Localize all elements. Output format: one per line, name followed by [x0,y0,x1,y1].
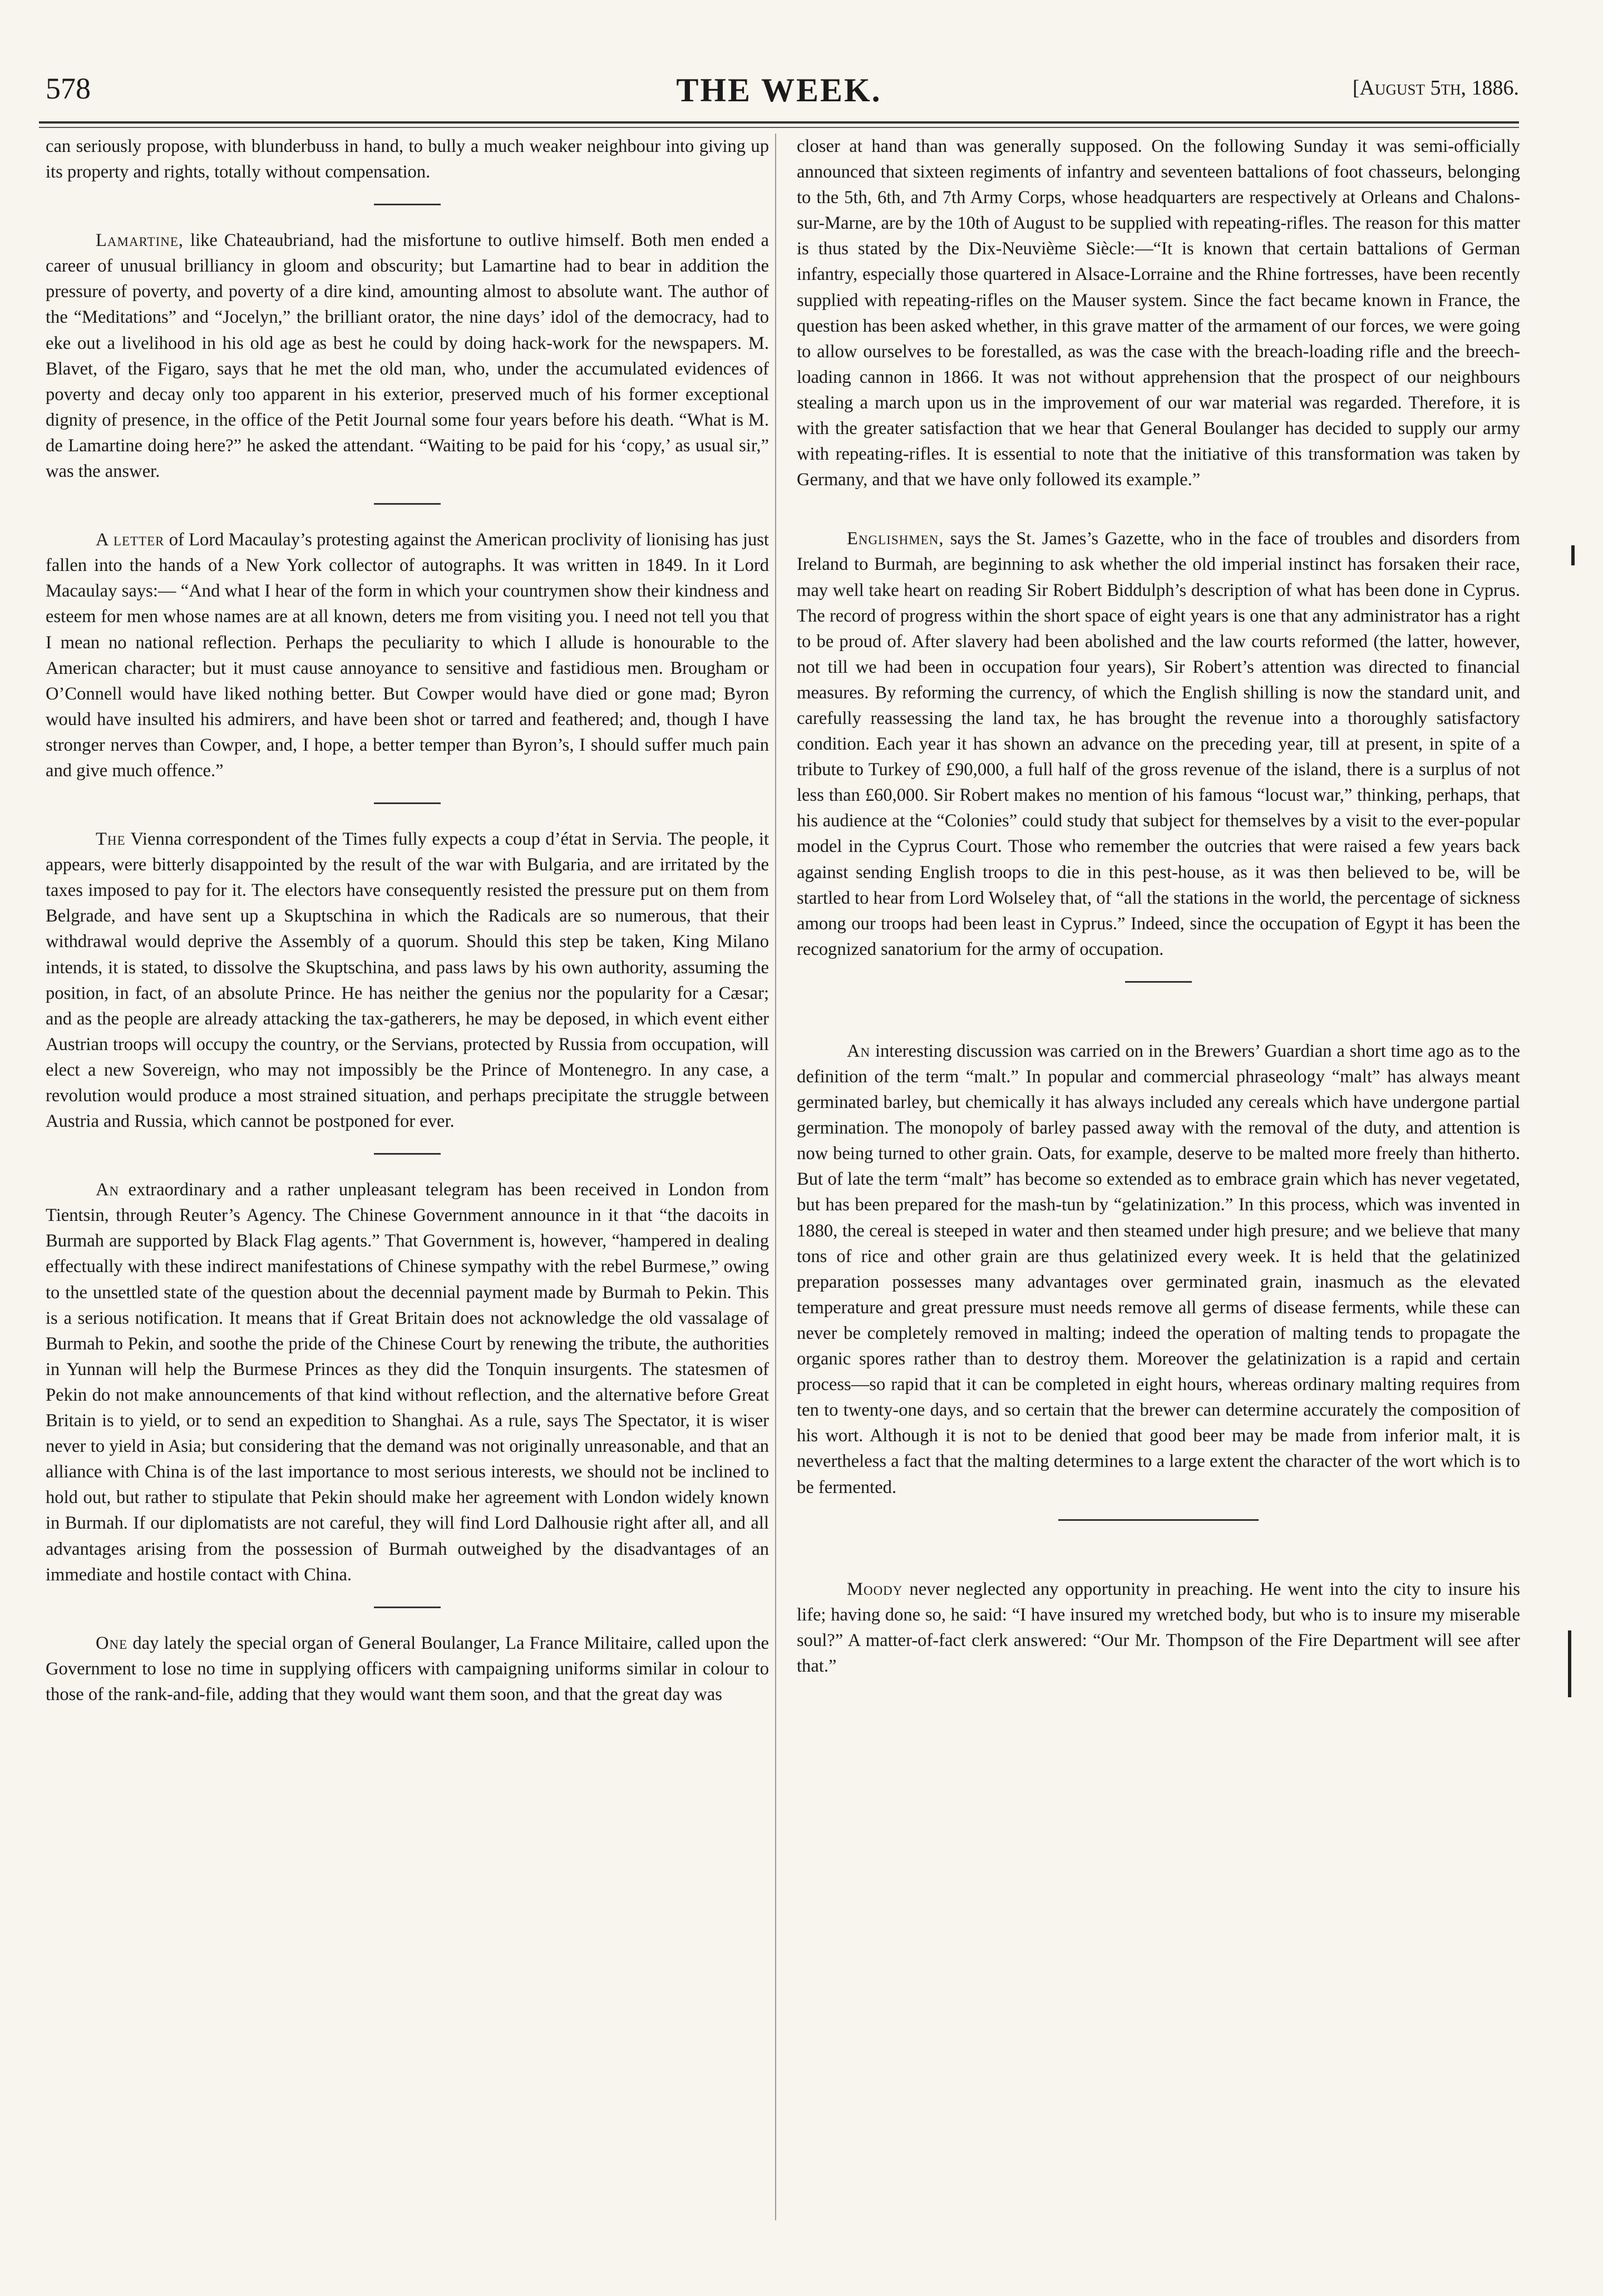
issue-date: [August 5th, 1886. [1352,76,1519,100]
spacer [797,1005,1520,1038]
section-separator [1125,981,1192,983]
article-body: says the St. James’s Gazette, who in the face of troubles and disorders from Ireland to Burmah, are beginning to ask whether the old imperial instinct has forsaken their race, may well take heart on reading Sir Robert Biddulph’s description of what has been done in Cyprus. The record of progress within the short space of eight years is one that any administrator has a right to be proud of. After slavery had been abolished and the law courts reformed (the latter, however, not till we had been in occupation four years), Sir Robert’s attention was directed to financial measures. By reforming the currency, of which the English shilling is now the standard unit, and carefully reassessing the land tax, he has brought the revenue into a thoroughly satisfactory condition. Each year it has shown an advance on the preceding year, till at present, in spite of a tribute to Turkey of £90,000, a full half of the gross revenue of the island, there is a surplus of not less than £60,000. Sir Robert makes no mention of his famous “locust war,” thinking, perhaps, that his audience at the “Colonies” could study that subject for themselves by a visit to the ever-popular model in the Cyprus Court. Those who remember the outcries that were raised a few years back against sending English troops to die in this pest-house, as it was then believed to be, will be startled to hear from Lord Wolseley that, of “all the stations in the world, the percentage of sickness among our troops had been least in Cyprus.” Indeed, since the occupation of Egypt it has been the recognized sanatorium for the army of occupation. [797,529,1520,959]
section-separator [374,204,441,205]
lead-word: Lamartine, [96,230,184,251]
lead-word: A letter [96,530,165,550]
section-separator [374,503,441,505]
page-header [39,71,1519,116]
column-divider [775,134,776,2220]
article-continuation: closer at hand than was generally supposed. On the following Sunday it was semi-officially announced that sixteen regiments of infantry and seventeen battalions of foot chasseurs, belonging to the 5th, 6th, and 7th Army Corps, whose headquarters are respectively at Orleans and Chalons-sur-Marne, are by the 10th of August to be supplied with repeating-rifles. The reason for this matter is thus stated by the Dix-Neuvième Siècle:—“It is known that certain battalions of German infantry, especially those quartered in Alsace-Lorraine and the Rhine fortresses, have been recently supplied with repeating-rifles on the Mauser system. Since the fact became known in France, the question has been asked whether, in this grave matter of the armament of our forces, we were going to allow ourselves to be forestalled, as was the case with the breach-loading rifle and the breech-loading cannon in 1866. It was not without apprehension that the prospect of our neighbours stealing a march upon us in the improvement of our war material was regarded. Therefore, it is with the greater satisfaction that we hear that General Boulanger has decided to supply our army with repeating-rifles. It is essential to note that the initiative of this transformation was taken by Germany, and that we have only followed its example.” [797,136,1520,490]
lead-word: Englishmen, [847,529,944,549]
article-moody [797,1576,1520,1679]
header-rule [39,121,1519,124]
article-boulanger [46,1630,769,1707]
spacer [797,1543,1520,1576]
header-rule-secondary [39,127,1519,128]
lead-word: An [96,1180,120,1200]
lead-word: An [847,1041,871,1061]
article-cyprus [797,526,1520,962]
article-lamartine [46,228,769,484]
section-separator [374,1607,441,1608]
masthead: THE WEEK. [676,72,882,109]
article-macaulay [46,527,769,784]
margin-mark [1568,1630,1571,1697]
article-body: never neglected any opportunity in preaching. He went into the city to insure his life; having done so, he said: “I have insured my wretched body, but who is to insure my miserable soul?” A matter-of-fact clerk answered: “Our Mr. Thompson of the Fire Department will see after that.” [797,1579,1520,1676]
article-malt [797,1038,1520,1500]
section-separator [374,1153,441,1155]
spacer [797,492,1520,526]
margin-mark [1571,545,1575,565]
lead-word: The [96,829,126,850]
lead-word: One [96,1633,128,1653]
article-burmah [46,1177,769,1588]
article-continuation: can seriously propose, with blunderbuss in hand, to bully a much weaker neighbour into giving up its property and rights, totally without compensation. [46,136,769,183]
article-body: Vienna correspondent of the Times fully expects a coup d’état in Servia. The people, it appears, were bitterly disappointed by the result of the war with Bulgaria, and are irritated by the taxes imposed to pay for it. The electors have consequently resisted the pressure put on them from Belgrade, and have sent up a Skuptschina in which the Radicals are so numerous, that their withdrawal would deprive the Assembly of a quorum. Should this step be taken, King Milano intends, it is stated, to dissolve the Skuptschina, and pass laws by his own authority, assuming the position, in fact, of an absolute Prince. He has neither the genius nor the popularity for a Cæsar; and as the people are already attacking the tax-gatherers, he may be deposed, in which event either Austrian troops will occupy the country, or the Servians, protected by Russia from occupation, will elect a new Sovereign, who may not impossibly be the Prince of Montenegro. In any case, a revolution would produce a most strained situation, and perhaps precipitate the struggle between Austria and Russia, which cannot be postponed for ever. [46,829,769,1132]
lead-word: Moody [847,1579,903,1599]
article-servia [46,826,769,1134]
article-body: extraordinary and a rather unpleasant telegram has been received in London from Tientsin, through Reuter’s Agency. The Chinese Government announce in it that “the dacoits in Burmah are supported by Black Flag agents.” That Government is, however, “hampered in dealing effectually with these indirect manifestations of Chinese sympathy with the rebel Burmese,” owing to the unsettled state of the question about the decennial payment made by Burmah to Pekin. This is a serious notification. It means that if Great Britain does not acknowledge the old vassalage of Burmah to Pekin, and soothe the pride of the Chinese Court by renewing the tribute, the authorities in Yunnan will help the Burmese Princes as they did the Tonquin insurgents. The statesmen of Pekin do not make announcements of that kind without reflection, and the alternative before Great Britain is to yield, or to send an expedition to Shanghai. As a rule, says The Spectator, it is wiser never to yield in Asia; but considering that the demand was not originally unreasonable, and that an alliance with China is of the last importance to most serious interests, we should not be inclined to hold out, but rather to stipulate that Pekin should make her agreement with London widely known in Burmah. If our diplomatists are not careful, they will find Lord Dalhousie right after all, and all advantages arising from the possession of Burmah outweighed by the disadvantages of an immediate and hostile contact with China. [46,1180,769,1585]
article-body: interesting discussion was carried on in the Brewers’ Guardian a short time ago as to the definition of the term “malt.” In popular and commercial phraseology “malt” has always meant germinated barley, but chemically it has always included any cereals which have undergone partial germination. The monopoly of barley passed away with the removal of the duty, and attention is now being turned to other grain. Oats, for example, deserve to be malted more freely than hitherto. But of late the term “malt” has become so extended as to embrace grain which has never vegetated, but has been prepared for the mash-tun by “gelatinization.” In this process, which was invented in 1880, the cereal is steeped in water and then steamed under high presure; and we believe that many tons of rice and other grain are thus gelatinized every week. It is held that the gelatinized preparation possesses many advantages over germinated grain, inasmuch as the elevated temperature and great pressure must needs remove all germs of disease ferments, while these can never be completely removed in malting; indeed the operation of malting tends to propagate the organic spores rather than to destroy them. Moreover the gelatinization is a rapid and certain process—so rapid that it can be completed in eight hours, whereas ordinary malting requires from ten to twenty-one days, and so certain that the brewer can determine accurately the composition of his wort. Although it is not to be denied that good beer may be made from inferior malt, it is nevertheless a fact that the malting determines to a large extent the character of the wort which is to be fermented. [797,1041,1520,1497]
section-separator [1058,1519,1259,1521]
section-separator [374,802,441,804]
page-number: 578 [46,72,91,105]
article-body: like Chateaubriand, had the misfortune to outlive himself. Both men ended a career of unusual brilliancy in gloom and obscurity; but Lamartine had to bear in addition the pressure of poverty, and poverty of a dire kind, amounting almost to absolute want. The author of the “Meditations” and “Jocelyn,” the brilliant orator, the nine days’ idol of the democracy, had to eke out a livelihood in his old age as best he could by doing hack-work for the newspapers. M. Blavet, of the Figaro, says that he met the old man, who, under the accumulated evidences of poverty and decay only too apparent in his exterior, preserved much of his former exceptional dignity of presence, in the office of the Petit Journal some four years before his death. “What is M. de Lamartine doing here?” he asked the attendant. “Waiting to be paid for his ‘copy,’ as usual sir,” was the answer. [46,230,769,482]
article-body: day lately the special organ of General Boulanger, La France Militaire, called upon the Government to lose no time in supplying officers with campaigning uniforms similar in colour to those of the rank-and-file, adding that they would want them soon, and that the great day was [46,1633,769,1704]
left-column [46,134,769,1707]
article-body: of Lord Macaulay’s protesting against the American proclivity of lionising has just fallen into the hands of a New York collector of autographs. It was written in 1849. In it Lord Macaulay says:— “And what I hear of the form in which your countrymen show their kindness and esteem for men whose names are at all known, deters me from visiting you. I need not tell you that I mean no national reflection. Perhaps the peculiarity to which I allude is honourable to the American character; but it must cause annoyance to sensitive and fastidious men. Brougham or O’Connell would have liked nothing better. But Cowper would have died or gone mad; Byron would have insulted his admirers, and have been shot or tarred and feathered; and, though I have stronger nerves than Cowper, and, I hope, a better temper than Byron’s, I should suffer much pain and give much offence.” [46,530,769,781]
right-column [797,134,1520,1679]
